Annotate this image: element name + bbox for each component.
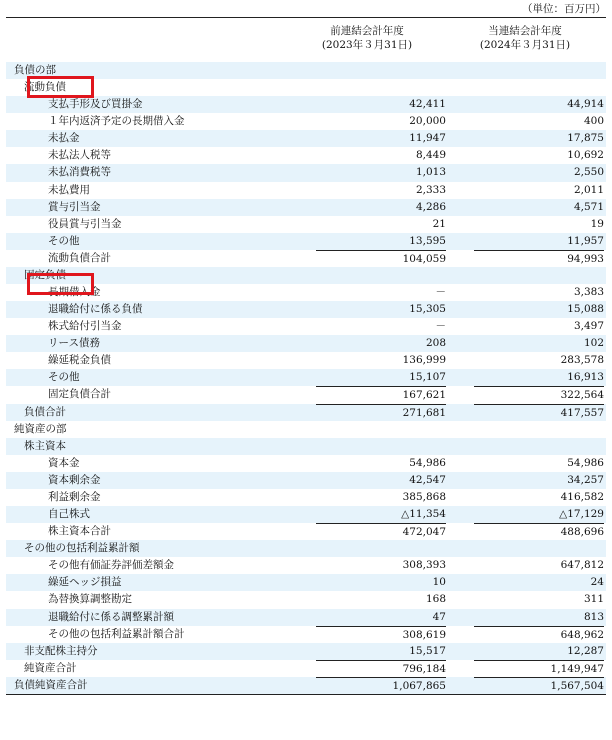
table-row xyxy=(6,386,606,403)
prev-period-title: 前連結会計年度 xyxy=(330,25,404,37)
prev-period-value: 13,595 xyxy=(409,234,446,247)
curr-period-value: 16,913 xyxy=(567,371,604,384)
prev-period-value: 168 xyxy=(425,593,446,606)
table-row xyxy=(6,318,606,335)
table-row xyxy=(6,267,606,284)
prev-period-value: 308,619 xyxy=(316,626,446,644)
curr-period-value: 10,692 xyxy=(567,149,604,162)
curr-period-value: 311 xyxy=(583,593,604,606)
row-label: 繰延ヘッジ損益 xyxy=(48,576,122,589)
row-label: 為替換算調整勘定 xyxy=(48,593,132,606)
table-row xyxy=(6,523,606,540)
prev-period-value: 15,305 xyxy=(409,303,446,316)
prev-period-value: 271,681 xyxy=(316,404,446,422)
prev-period-value: 136,999 xyxy=(402,354,446,367)
prev-period-value: 4,286 xyxy=(415,200,446,213)
prev-period-value: 42,411 xyxy=(409,98,446,111)
row-label: 株式給付引当金 xyxy=(48,320,122,333)
row-label: 純資産の部 xyxy=(14,422,67,435)
prev-period-value: 208 xyxy=(425,337,446,350)
curr-period-value: 647,812 xyxy=(560,559,604,572)
table-row xyxy=(6,147,606,164)
highlight-box-current-liabilities xyxy=(27,76,94,98)
curr-period-value: 4,571 xyxy=(573,200,604,213)
row-label: 未払費用 xyxy=(48,183,90,196)
curr-period-value: 2,550 xyxy=(573,166,604,179)
curr-period-value: 102 xyxy=(583,337,604,350)
row-label: その他の包括利益累計額合計 xyxy=(48,627,185,640)
prev-period-date: (2023年３月31日) xyxy=(321,39,413,51)
row-label: 未払金 xyxy=(48,132,80,145)
prev-period-value: 15,107 xyxy=(409,371,446,384)
prev-period-value: 20,000 xyxy=(409,115,446,128)
table-row xyxy=(6,113,606,130)
prev-period-value: － xyxy=(435,320,446,333)
row-label: 負債合計 xyxy=(24,405,66,418)
row-label: リース債務 xyxy=(48,337,100,350)
row-label: 長期借入金 xyxy=(48,286,101,299)
curr-period-value: 322,564 xyxy=(474,386,604,404)
table-row xyxy=(6,352,606,369)
row-label: 資本剰余金 xyxy=(48,473,101,486)
curr-period-value: 648,962 xyxy=(474,626,604,644)
table-row xyxy=(6,284,606,301)
row-label: 退職給付に係る調整累計額 xyxy=(48,610,174,623)
curr-period-value: 94,993 xyxy=(474,250,604,268)
table-row xyxy=(6,591,606,608)
curr-period-value: 1,567,504 xyxy=(474,677,604,695)
table-row xyxy=(6,199,606,216)
row-label: 自己株式 xyxy=(48,508,90,521)
row-label: その他の包括利益累計額 xyxy=(24,542,140,555)
unit-label: （単位：百万円） xyxy=(522,3,606,15)
table-row xyxy=(6,79,606,96)
table-row xyxy=(6,182,606,199)
prev-period-value: 15,517 xyxy=(409,644,446,657)
curr-period-value: △17,129 xyxy=(559,508,604,521)
table-row xyxy=(6,438,606,455)
table-row xyxy=(6,216,606,233)
table-row xyxy=(6,455,606,472)
row-label: 未払法人税等 xyxy=(48,149,111,162)
row-label: 流動負債 xyxy=(24,81,66,94)
row-label: 支払手形及び買掛金 xyxy=(48,98,143,111)
prev-period-value: 10 xyxy=(432,576,446,589)
prev-period-value: 54,986 xyxy=(409,456,446,469)
curr-period-value: 24 xyxy=(590,576,604,589)
row-label: 負債の部 xyxy=(14,64,56,76)
table-row xyxy=(6,369,606,386)
table-row xyxy=(6,130,606,147)
curr-period-value: 34,257 xyxy=(567,473,604,486)
row-label: 株主資本合計 xyxy=(48,525,111,538)
table-row xyxy=(6,609,606,626)
table-row xyxy=(6,233,606,250)
prev-period-value: 104,059 xyxy=(316,250,446,268)
row-label: 純資産合計 xyxy=(24,661,77,674)
table-row xyxy=(6,557,606,574)
table-row xyxy=(6,540,606,557)
row-label: 非支配株主持分 xyxy=(24,644,98,657)
row-label: 固定負債合計 xyxy=(48,388,111,401)
row-label: 賞与引当金 xyxy=(48,200,101,213)
prev-period-value: 796,184 xyxy=(316,660,446,678)
table-row xyxy=(6,96,606,113)
table-row xyxy=(6,250,606,267)
curr-period-date: (2024年３月31日) xyxy=(479,39,571,51)
row-label: 退職給付に係る負債 xyxy=(48,303,143,316)
table-header xyxy=(6,17,606,63)
row-label: 固定負債 xyxy=(24,268,66,281)
table-row xyxy=(6,421,606,438)
curr-period-value: 400 xyxy=(583,115,604,128)
curr-period-value: 488,696 xyxy=(474,523,604,541)
prev-period-value: 385,868 xyxy=(402,490,446,503)
table-row xyxy=(6,643,606,660)
prev-period-value: 2,333 xyxy=(415,183,446,196)
prev-period-value: 11,947 xyxy=(409,132,446,145)
row-label: 負債純資産合計 xyxy=(14,678,88,691)
prev-period-value: 1,067,865 xyxy=(316,677,446,695)
row-label: 株主資本 xyxy=(24,439,66,452)
table-row xyxy=(6,489,606,506)
row-label: 未払消費税等 xyxy=(48,166,111,179)
row-label: 資本金 xyxy=(48,456,80,469)
curr-period-value: 11,957 xyxy=(567,234,604,247)
curr-period-value: 19 xyxy=(590,217,604,230)
curr-period-value: 2,011 xyxy=(573,183,604,196)
table-row xyxy=(6,301,606,318)
curr-period-value: 44,914 xyxy=(567,98,604,111)
table-row xyxy=(6,472,606,489)
curr-period-header xyxy=(460,24,590,52)
prev-period-header xyxy=(302,24,432,52)
prev-period-value: － xyxy=(435,286,446,299)
prev-period-value: 21 xyxy=(432,217,446,230)
table-row xyxy=(6,404,606,421)
table-row xyxy=(6,660,606,677)
row-label: 役員賞与引当金 xyxy=(48,217,122,230)
row-label: その他有価証券評価差額金 xyxy=(48,559,174,572)
curr-period-value: 17,875 xyxy=(567,132,604,145)
prev-period-value: 8,449 xyxy=(415,149,446,162)
curr-period-value: 283,578 xyxy=(560,354,604,367)
curr-period-value: 54,986 xyxy=(567,456,604,469)
row-label: 利益剰余金 xyxy=(48,490,101,503)
table-row xyxy=(6,506,606,523)
table-row xyxy=(6,164,606,181)
curr-period-value: 12,287 xyxy=(567,644,604,657)
row-label: １年内返済予定の長期借入金 xyxy=(48,115,185,128)
curr-period-value: 813 xyxy=(583,610,604,623)
prev-period-value: 167,621 xyxy=(316,386,446,404)
prev-period-value: △11,354 xyxy=(401,508,446,521)
prev-period-value: 42,547 xyxy=(409,473,446,486)
balance-sheet-table xyxy=(6,62,606,695)
curr-period-value: 1,149,947 xyxy=(474,660,604,678)
prev-period-value: 472,047 xyxy=(316,523,446,541)
curr-period-value: 15,088 xyxy=(567,303,604,316)
table-row xyxy=(6,626,606,643)
row-label: 流動負債合計 xyxy=(48,251,111,264)
curr-period-value: 3,497 xyxy=(573,320,604,333)
row-label: その他 xyxy=(48,234,80,247)
curr-period-value: 416,582 xyxy=(560,490,604,503)
curr-period-title: 当連結会計年度 xyxy=(488,25,562,37)
row-label: 繰延税金負債 xyxy=(48,354,111,367)
table-row xyxy=(6,677,606,695)
table-row xyxy=(6,574,606,591)
prev-period-value: 47 xyxy=(432,610,446,623)
table-row xyxy=(6,62,606,79)
prev-period-value: 308,393 xyxy=(402,559,446,572)
curr-period-value: 417,557 xyxy=(474,404,604,422)
prev-period-value: 1,013 xyxy=(415,166,446,179)
row-label: その他 xyxy=(48,371,80,384)
highlight-box-noncurrent-liabilities xyxy=(27,273,94,295)
table-row xyxy=(6,335,606,352)
curr-period-value: 3,383 xyxy=(573,286,604,299)
